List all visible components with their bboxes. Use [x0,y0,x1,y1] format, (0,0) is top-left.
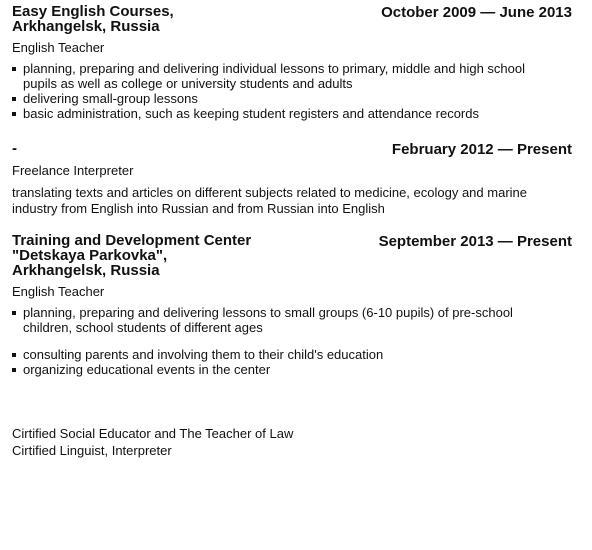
job-entry-easy-english [12,4,576,121]
job-role: English Teacher [12,284,105,299]
job-header [12,4,576,34]
job-role: English Teacher [12,40,105,55]
duties-list [12,305,576,377]
company-name: Easy English Courses, Arkhangelsk, Russia [12,3,174,35]
list-item: planning, preparing and delivering lessons to small groups (6-10 pupils) of pre-school children, school students of different ages [12,305,576,335]
job-description: translating texts and articles on different subjects related to medicine, ecology and marine industry from English into Russian and from Russian into English [12,185,527,216]
job-entry-freelance [12,141,576,217]
job-dates: February 2012 — Present [391,141,572,158]
certification-item: Cirtified Linguist, Interpreter [12,443,172,458]
company-name: Training and Development Center "Detskaya Parkovka", Arkhangelsk, Russia [12,232,252,279]
job-dates: September 2013 — Present [378,233,572,250]
company-name: - [12,140,17,157]
job-header [12,141,576,157]
list-item: consulting parents and involving them to their child's education [12,347,576,362]
job-header [12,233,576,278]
certifications [12,425,576,459]
list-item: delivering small-group lessons [12,91,576,106]
job-role: Freelance Interpreter [12,163,134,178]
job-entry-detskaya-parkovka [12,233,576,377]
list-item: planning, preparing and delivering individual lessons to primary, middle and high school pupils as well as college or university students and adults [12,61,576,91]
list-item: basic administration, such as keeping student registers and attendance records [12,106,576,121]
duties-list [12,61,576,121]
certification-item: Cirtified Social Educator and The Teacher of Law [12,426,294,441]
list-item: organizing educational events in the center [12,362,576,377]
job-dates: October 2009 — June 2013 [381,4,572,21]
